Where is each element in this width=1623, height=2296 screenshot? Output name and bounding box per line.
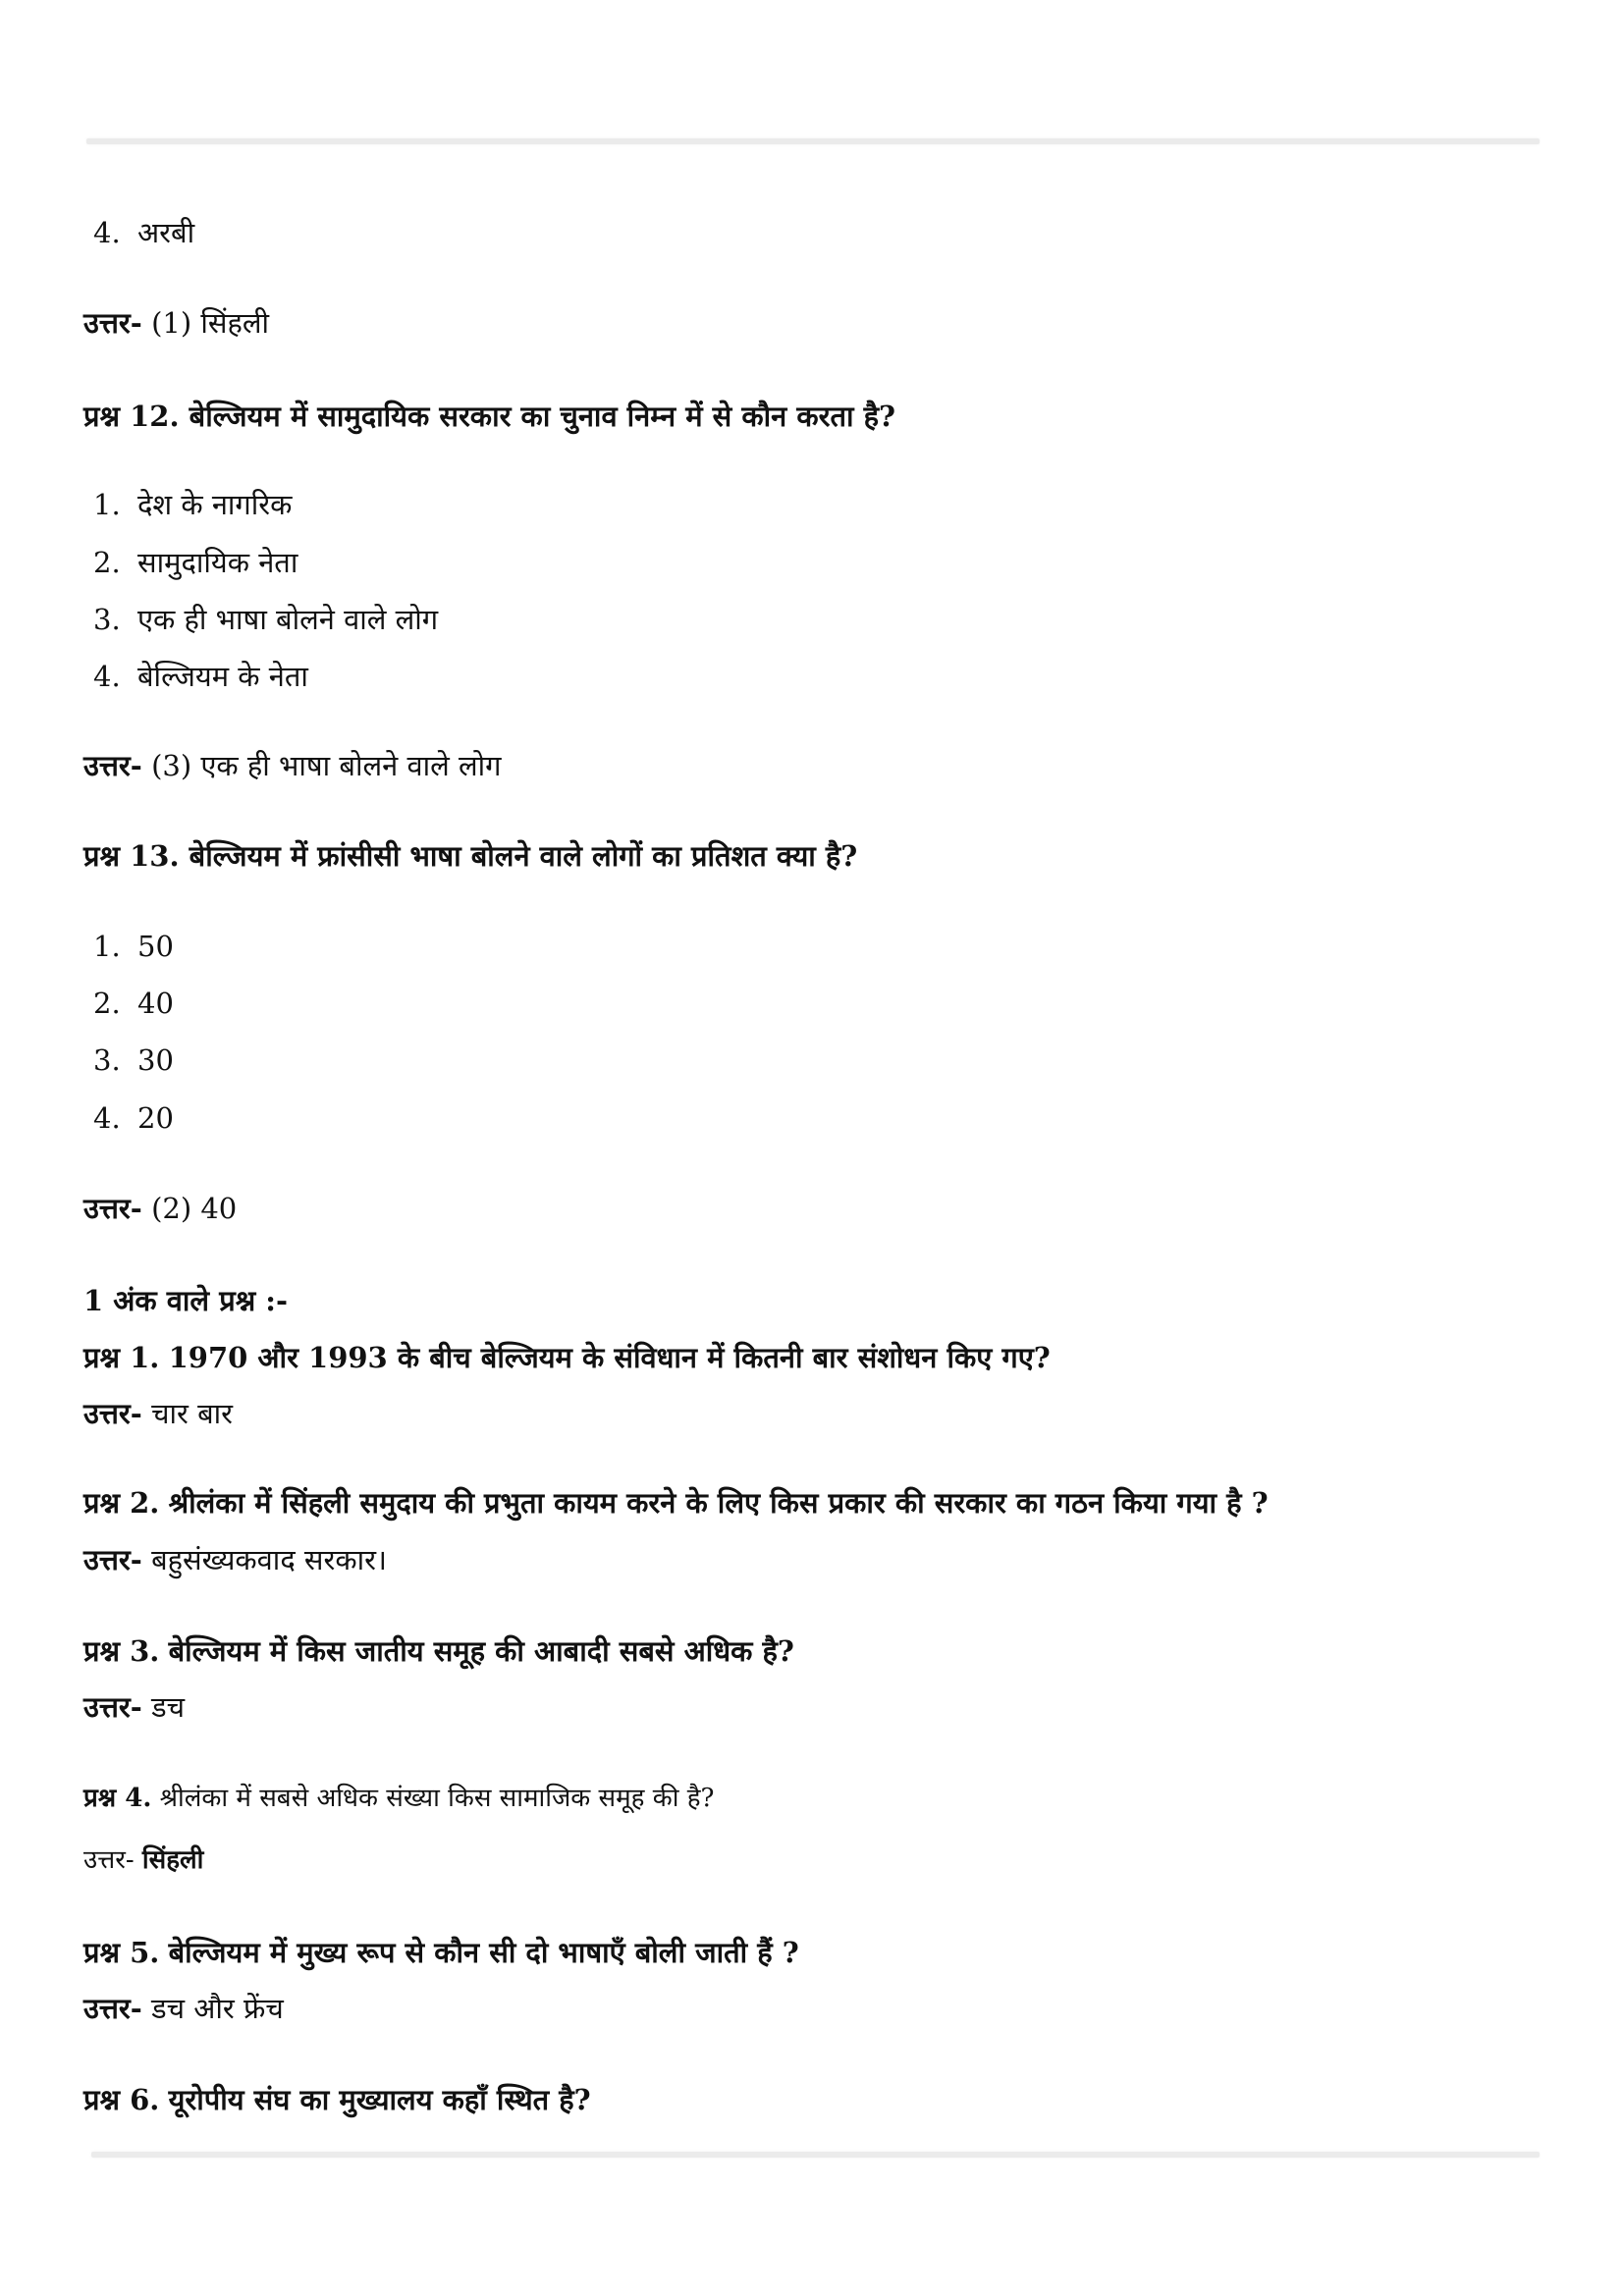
question-line bbox=[83, 1779, 714, 1818]
question-label: प्रश्न 2. bbox=[83, 1486, 160, 1520]
top-divider bbox=[86, 138, 1540, 144]
option-number: 4. bbox=[93, 216, 121, 249]
answer-text: (3) एक ही भाषा बोलने वाले लोग bbox=[151, 749, 502, 782]
option-text: 30 bbox=[137, 1043, 174, 1077]
option-number: 2. bbox=[93, 987, 121, 1020]
question-label: प्रश्न 4. bbox=[83, 1784, 152, 1813]
option-text: देश के नागरिक bbox=[137, 488, 293, 521]
answer-text: (2) 40 bbox=[151, 1192, 238, 1225]
option-text: 20 bbox=[137, 1101, 174, 1135]
answer-label: उत्तर- bbox=[83, 306, 142, 340]
answer-label: उत्तर- bbox=[83, 1397, 142, 1430]
answer-label: उत्तर- bbox=[83, 1690, 142, 1724]
section-heading: 1 अंक वाले प्रश्न :- bbox=[83, 1284, 289, 1317]
list-item bbox=[93, 984, 174, 1023]
answer-line bbox=[83, 303, 269, 343]
answer-line bbox=[83, 1189, 237, 1228]
question-line bbox=[83, 1631, 794, 1671]
option-text: एक ही भाषा बोलने वाले लोग bbox=[137, 603, 439, 636]
question-13: प्रश्न 13. बेल्जियम में फ्रांसीसी भाषा बोलने वाले लोगों का प्रतिशत क्या है? bbox=[83, 839, 858, 873]
option-number: 4. bbox=[93, 660, 121, 693]
question-label: प्रश्न 1. bbox=[83, 1341, 160, 1374]
answer-text: बहुसंख्यकवाद सरकार। bbox=[151, 1543, 388, 1576]
answer-text: (1) सिंहली bbox=[151, 306, 270, 340]
list-item bbox=[93, 1098, 174, 1138]
question-line bbox=[83, 1483, 1269, 1522]
answer-text: डच bbox=[151, 1690, 185, 1724]
answer-label: उत्तर- bbox=[83, 1992, 142, 2025]
question-label: प्रश्न 3. bbox=[83, 1634, 160, 1668]
option-number: 4. bbox=[93, 1101, 121, 1135]
question-text: 1970 और 1993 के बीच बेल्जियम के संविधान में कितनी बार संशोधन किए गए? bbox=[168, 1341, 1051, 1374]
option-text: बेल्जियम के नेता bbox=[137, 660, 308, 693]
option-number: 1. bbox=[93, 488, 121, 521]
option-number: 3. bbox=[93, 603, 121, 636]
option-text: 50 bbox=[137, 930, 174, 963]
bottom-divider bbox=[91, 2152, 1540, 2158]
option-number: 1. bbox=[93, 930, 121, 963]
answer-line bbox=[83, 1394, 233, 1433]
list-item bbox=[93, 600, 438, 639]
answer-label: उत्तर- bbox=[83, 1192, 142, 1225]
list-item bbox=[93, 657, 308, 696]
answer-line bbox=[83, 746, 501, 785]
option-number: 3. bbox=[93, 1043, 121, 1077]
question-label: प्रश्न 5. bbox=[83, 1936, 160, 1969]
list-item bbox=[93, 1041, 174, 1080]
question-text: बेल्जियम में मुख्य रूप से कौन सी दो भाषाएँ बोली जाती हैं ? bbox=[168, 1936, 799, 1969]
question-line bbox=[83, 2080, 591, 2119]
answer-label: उत्तर- bbox=[83, 1543, 142, 1576]
answer-line bbox=[83, 1841, 203, 1880]
answer-text: चार बार bbox=[151, 1397, 233, 1430]
answer-text: सिंहली bbox=[141, 1845, 204, 1875]
question-12: प्रश्न 12. बेल्जियम में सामुदायिक सरकार का चुनाव निम्न में से कौन करता है? bbox=[83, 400, 896, 433]
answer-line bbox=[83, 1989, 284, 2028]
question-text: श्रीलंका में सबसे अधिक संख्या किस सामाजिक समूह की है? bbox=[159, 1784, 715, 1813]
list-item bbox=[93, 213, 194, 252]
option-text: सामुदायिक नेता bbox=[137, 546, 298, 579]
list-item bbox=[93, 927, 174, 966]
question-label: प्रश्न 6. bbox=[83, 2083, 160, 2116]
answer-line bbox=[83, 1687, 185, 1727]
answer-text: डच और फ्रेंच bbox=[151, 1992, 284, 2025]
list-item bbox=[93, 543, 298, 582]
question-line bbox=[83, 1338, 1051, 1377]
question-text: श्रीलंका में सिंहली समुदाय की प्रभुता कायम करने के लिए किस प्रकार की सरकार का गठन किया गया है ? bbox=[168, 1486, 1269, 1520]
question-line bbox=[83, 1933, 799, 1972]
answer-line bbox=[83, 1540, 387, 1579]
answer-label: उत्तर- bbox=[83, 749, 142, 782]
list-item bbox=[93, 485, 292, 524]
option-number: 2. bbox=[93, 546, 121, 579]
option-text: 40 bbox=[137, 987, 174, 1020]
question-text: यूरोपीय संघ का मुख्यालय कहाँ स्थित है? bbox=[168, 2083, 591, 2116]
option-text: अरबी bbox=[137, 216, 195, 249]
question-text: बेल्जियम में किस जातीय समूह की आबादी सबसे अधिक है? bbox=[168, 1634, 794, 1668]
answer-label: उत्तर- bbox=[83, 1845, 135, 1875]
